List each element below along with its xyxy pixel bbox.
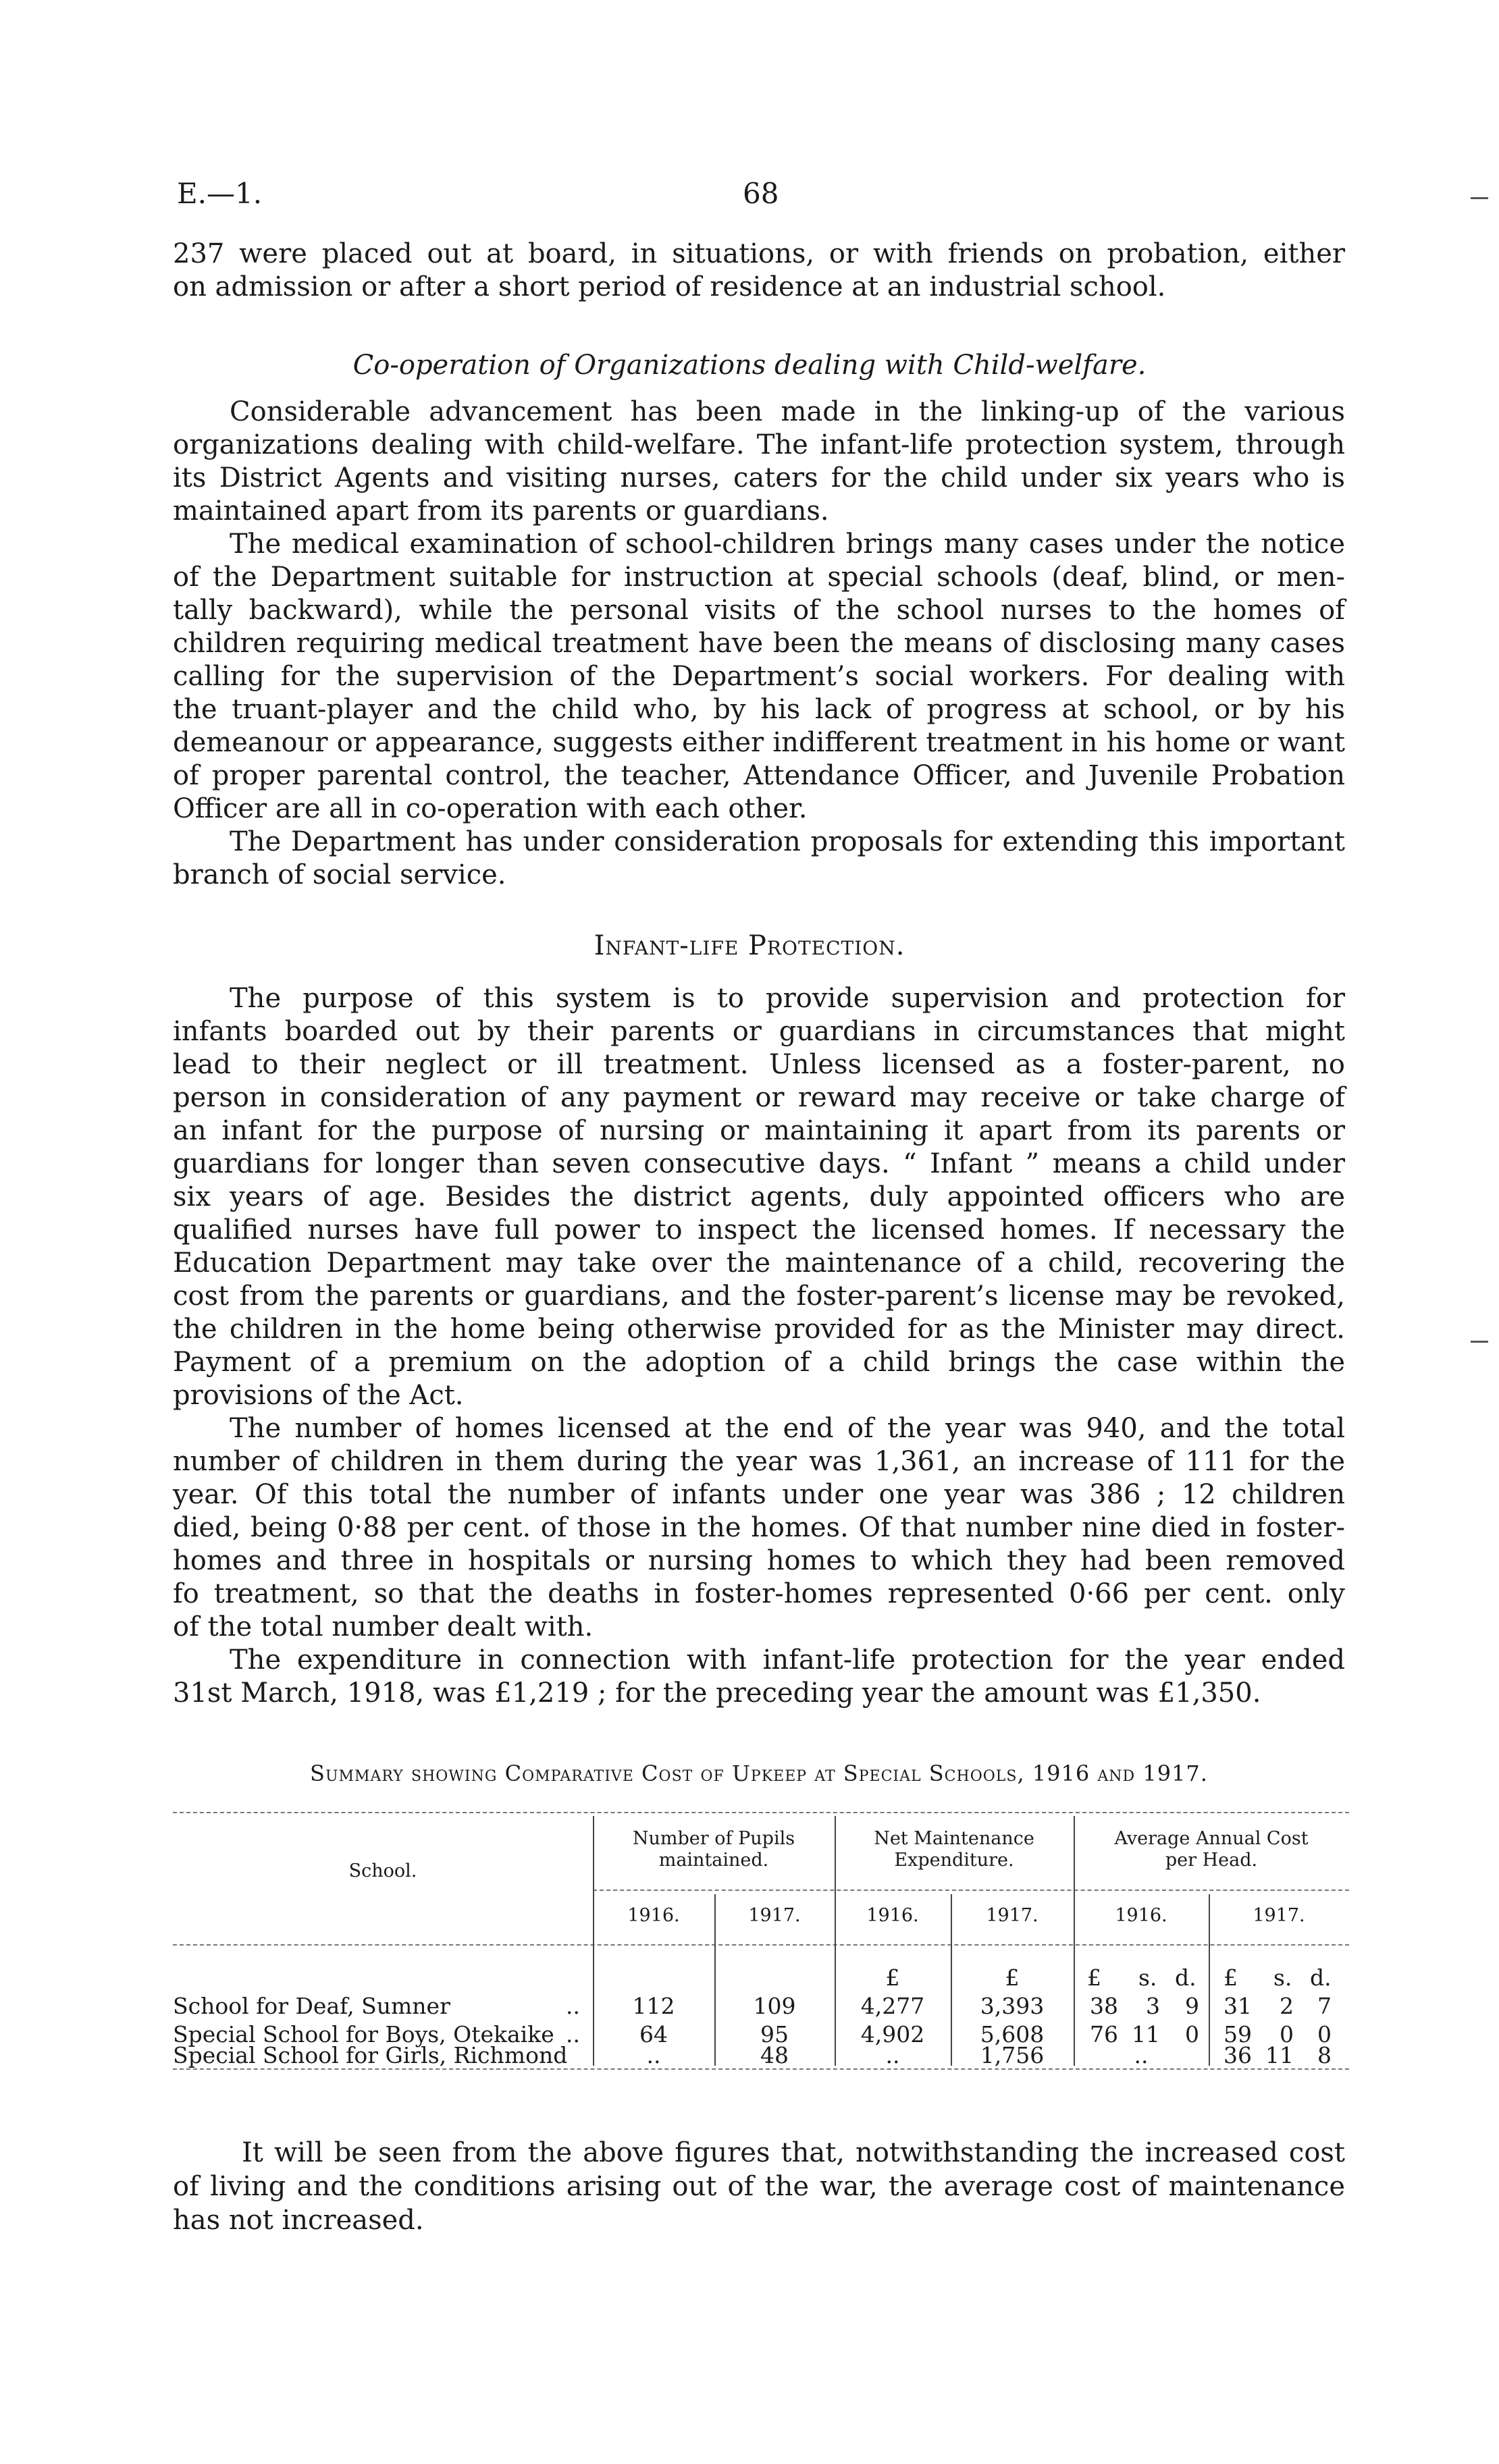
text-line: children requiring medical treatment have been the means of disclosing many cases [173, 628, 1345, 659]
text-line: of the Department suitable for instruction at special schools (deaf, blind, or men- [173, 562, 1345, 593]
cost-1917-pence: 0 [1317, 2021, 1332, 2047]
unit-d: d. [1310, 1964, 1332, 1991]
year-header-pupils-1916: 1916. [627, 1905, 680, 1926]
text-line: person in consideration of any payment or reward may receive or take charge of [173, 1082, 1345, 1113]
text-line: calling for the supervision of the Department’s social workers. For dealing with [173, 661, 1345, 692]
unit-pound: £ [885, 1964, 900, 1991]
text-line: Officer are all in co-operation with each other. [173, 793, 808, 824]
unit-l: £ [1087, 1964, 1101, 1991]
pupils-1916: 64 [639, 2021, 668, 2047]
cost-1917-shillings: 2 [1280, 1993, 1294, 2019]
leader-dots: .. [566, 2021, 580, 2047]
unit-pound: £ [1005, 1964, 1020, 1991]
pupils-1917: 48 [760, 2042, 789, 2068]
cost-1916-shillings: 3 [1146, 1993, 1160, 2019]
text-line: on admission or after a short period of residence at an industrial school. [173, 271, 1166, 302]
table-rule-bottom [173, 2068, 1349, 2070]
text-line: lead to their neglect or ill treatment. Unless licensed as a foster-parent, no [173, 1049, 1345, 1080]
cost-1916-pence: 0 [1185, 2021, 1199, 2047]
header-line: per Head. [1165, 1850, 1258, 1871]
text-line: qualified nurses have full power to inspect the licensed homes. If necessary the [173, 1214, 1345, 1246]
header-line: Number of Pupils [632, 1828, 795, 1849]
text-line: fo treatment, so that the deaths in foster-homes represented 0·66 per cent. only [173, 1578, 1345, 1609]
col-header-school: School. [348, 1860, 417, 1881]
pupils-1917: 95 [760, 2021, 789, 2047]
pupils-1916: 112 [632, 1993, 675, 2019]
text-line: died, being 0·88 per cent. of those in the homes. Of that number nine died in foster- [173, 1512, 1345, 1543]
expenditure-1917: 1,756 [980, 2042, 1045, 2068]
year-header-pupils-1917: 1917. [748, 1905, 801, 1926]
pupils-1917: 109 [753, 1993, 796, 2019]
school-name: Special School for Boys, Otekaike [173, 2021, 554, 2047]
text-line: Considerable advancement has been made in the linking-up of the various [230, 396, 1345, 427]
year-header-cost-1917: 1917. [1253, 1905, 1305, 1926]
text-line: provisions of the Act. [173, 1380, 464, 1411]
cost-1917-shillings: 0 [1280, 2021, 1294, 2047]
header-line: Expenditure. [894, 1850, 1014, 1871]
text-line: six years of age. Besides the district agents, duly appointed officers who are [173, 1181, 1345, 1212]
text-line: an infant for the purpose of nursing or maintaining it apart from its parents or [173, 1115, 1345, 1146]
text-line: The purpose of this system is to provide supervision and protection for [230, 983, 1345, 1014]
col-header-pupils [593, 1828, 835, 1871]
text-line: the truant-player and the child who, by his lack of progress at school, or by his [173, 694, 1345, 725]
table-rule-header [173, 1944, 1349, 1946]
text-line: of living and the conditions arising out of the war, the average cost of maintenance [173, 2171, 1345, 2202]
text-line: guardians for longer than seven consecutive days. “ Infant ” means a child under [173, 1148, 1345, 1179]
expenditure-1916: 4,902 [860, 2021, 925, 2047]
school-name: Special School for Girls, Richmond [173, 2042, 568, 2068]
infant-life-section [173, 982, 1345, 1710]
unit-s: s. [1138, 1964, 1157, 1991]
text-line: maintained apart from its parents or guardians. [173, 496, 829, 527]
page-header [177, 177, 1392, 217]
text-line: The expenditure in connection with infant-life protection for the year ended [230, 1644, 1345, 1676]
cost-1916-blank: .. [1134, 2042, 1149, 2068]
cost-1917-pounds: 59 [1224, 2021, 1252, 2047]
unit-s: s. [1273, 1964, 1292, 1991]
text-line: of the total number dealt with. [173, 1611, 594, 1642]
table-title: Summary showing Comparative Cost of Upkeep at Special Schools, 1916 and 1917. [310, 1761, 1208, 1786]
text-line: number of children in them during the year was 1,361, an increase of 111 for the [173, 1446, 1345, 1477]
text-line: It will be seen from the above figures that, notwithstanding the increased cost [242, 2137, 1345, 2168]
text-line: Payment of a premium on the adoption of a child brings the case within the [173, 1347, 1345, 1378]
text-line: its District Agents and visiting nurses, caters for the child under six years who is [173, 462, 1345, 493]
pupils-1916: .. [646, 2042, 661, 2068]
infant-life-heading: Infant-life Protection. [594, 930, 905, 961]
leader-dots: .. [566, 1993, 580, 2019]
text-line: has not increased. [173, 2205, 424, 2236]
text-line: homes and three in hospitals or nursing homes to which they had been removed [173, 1545, 1345, 1576]
report-reference: E.—1. [177, 177, 263, 210]
intro-paragraph [173, 238, 1345, 304]
text-line: The Department has under consideration proposals for extending this important [230, 826, 1345, 857]
year-header-exp-1917: 1917. [986, 1905, 1038, 1926]
text-line: 237 were placed out at board, in situations, or with friends on probation, either [173, 238, 1345, 269]
unit-d: d. [1175, 1964, 1196, 1991]
year-header-cost-1916: 1916. [1115, 1905, 1167, 1926]
cost-1917-pounds: 36 [1224, 2042, 1252, 2068]
year-header-exp-1916: 1916. [866, 1905, 919, 1926]
cost-1917-shillings: 11 [1265, 2042, 1294, 2068]
text-line: The medical examination of school-children brings many cases under the notice [230, 529, 1345, 560]
page-number: 68 [743, 177, 779, 210]
text-line: cost from the parents or guardians, and the foster-parent’s license may be revoked, [173, 1281, 1345, 1312]
cost-1917-pounds: 31 [1224, 1993, 1252, 2019]
text-line: demeanour or appearance, suggests either indifferent treatment in his home or want [173, 727, 1345, 758]
expenditure-1917: 3,393 [980, 1993, 1045, 2019]
cost-1916-pounds: 76 [1090, 2021, 1118, 2047]
cost-1916-pence: 9 [1185, 1993, 1199, 2019]
cost-1916-shillings: 11 [1132, 2021, 1160, 2047]
text-line: year. Of this total the number of infants under one year was 386 ; 12 children [173, 1479, 1345, 1510]
text-line: of proper parental control, the teacher, Attendance Officer, and Juvenile Probation [173, 760, 1345, 791]
cost-1916-pounds: 38 [1090, 1993, 1118, 2019]
col-header-expenditure [835, 1828, 1074, 1871]
header-line: Average Annual Cost [1114, 1828, 1309, 1849]
header-line: Net Maintenance [874, 1828, 1034, 1849]
margin-mark [1471, 1341, 1488, 1343]
cost-1917-pence: 7 [1317, 1993, 1332, 2019]
cost-1917-pence: 8 [1317, 2042, 1332, 2068]
table-rule-year [593, 1890, 1349, 1891]
margin-mark [1471, 197, 1488, 199]
text-line: 31st March, 1918, was £1,219 ; for the preceding year the amount was £1,350. [173, 1678, 1261, 1709]
text-line: infants boarded out by their parents or guardians in circumstances that might [173, 1016, 1345, 1047]
expenditure-1917: 5,608 [980, 2021, 1045, 2047]
expenditure-1916: .. [885, 2042, 900, 2068]
text-line: branch of social service. [173, 859, 506, 890]
text-line: the children in the home being otherwise provided for as the Minister may direct. [173, 1314, 1345, 1345]
expenditure-1916: 4,277 [860, 1993, 925, 2019]
text-line: Education Department may take over the maintenance of a child, recovering the [173, 1248, 1345, 1279]
unit-l: £ [1224, 1964, 1238, 1991]
col-header-cost [1074, 1828, 1349, 1871]
school-name: School for Deaf, Sumner [173, 1993, 450, 2019]
header-line: maintained. [658, 1850, 769, 1871]
text-line: tally backward), while the personal visits of the school nurses to the homes of [173, 595, 1345, 626]
table-rule-top [173, 1812, 1349, 1813]
text-line: organizations dealing with child-welfare. The infant-life protection system, through [173, 429, 1345, 460]
cooperation-section [173, 396, 1345, 892]
cooperation-heading: Co-operation of Organizations dealing with Child-welfare. [352, 350, 1147, 381]
text-line: The number of homes licensed at the end of the year was 940, and the total [230, 1413, 1345, 1444]
conclusion-paragraph [173, 2136, 1345, 2237]
